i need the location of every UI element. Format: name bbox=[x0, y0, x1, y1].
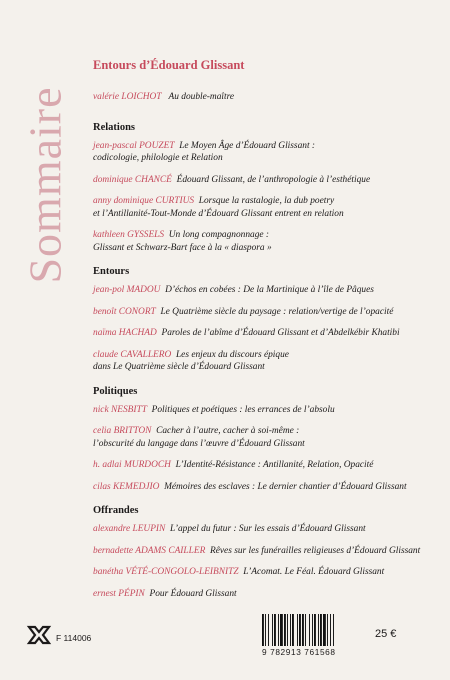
entry-title-continued: codicologie, philologie et Relation bbox=[93, 153, 223, 163]
entry-author: benoît CONORT bbox=[93, 306, 156, 317]
entry-title: D’échos en cobées : De la Martinique à l’île de Pâques bbox=[165, 285, 374, 295]
barcode-bar bbox=[323, 614, 326, 646]
entry-title-continued: et l’Antillanité-Tout-Monde d’Édouard Glissant entrent en relation bbox=[93, 208, 344, 219]
barcode-bar bbox=[274, 614, 276, 646]
entry-author: jean-pascal POUZET bbox=[93, 140, 175, 151]
list-item bbox=[93, 174, 438, 187]
entry-title-continued: l’obscurité du langage dans l’œuvre d’Édouard Glissant bbox=[93, 438, 305, 449]
list-item bbox=[93, 545, 438, 558]
section-heading: Offrandes bbox=[93, 505, 139, 516]
section-heading: Politiques bbox=[93, 385, 138, 397]
list-item bbox=[93, 284, 438, 297]
barcode-bar bbox=[292, 614, 294, 646]
entry-author: alexandre LEUPIN bbox=[93, 524, 166, 534]
entry-author: ernest PÉPIN bbox=[93, 588, 145, 599]
barcode-bar bbox=[302, 614, 304, 646]
sections-container bbox=[93, 122, 438, 601]
list-item bbox=[93, 195, 438, 220]
barcode-bar bbox=[272, 614, 273, 646]
barcode-bar bbox=[333, 614, 334, 646]
entry-author: cilas KEMEDJIO bbox=[93, 481, 160, 492]
barcode-bar bbox=[268, 614, 269, 646]
entry-title: Cacher à l’autre, cacher à soi-même : bbox=[156, 426, 300, 436]
list-item bbox=[93, 404, 438, 417]
entry-author: banétha VÉTÉ-CONGOLO-LEIBNITZ bbox=[93, 567, 239, 577]
entry-author: kathleen GYSSELS bbox=[93, 230, 165, 240]
barcode-bar bbox=[318, 614, 319, 646]
entry-author: bernadette ADAMS CAILLER bbox=[93, 545, 206, 556]
list-item bbox=[93, 523, 438, 536]
publisher-logo-icon bbox=[26, 622, 52, 648]
sidebar-title bbox=[20, 60, 70, 310]
entry-title: Paroles de l’abîme d’Édouard Glissant et d’Abdelkébir Khatibi bbox=[161, 328, 400, 338]
barcode-bar bbox=[305, 614, 306, 646]
entry-title: Pour Édouard Glissant bbox=[149, 588, 237, 599]
entry-title-continued: Glissant et Schwarz-Bart face à la « diaspora » bbox=[93, 242, 272, 253]
entry-author: anny dominique CURTIUS bbox=[93, 196, 195, 206]
entry-title: Mémoires des esclaves : Le dernier chantier d’Édouard Glissant bbox=[164, 481, 407, 492]
list-item bbox=[93, 481, 438, 494]
list-item bbox=[93, 349, 438, 374]
list-item bbox=[93, 327, 438, 340]
entry-author: naïma HACHAD bbox=[93, 328, 157, 338]
entry-title: Politiques et poétiques : les errances de l’absolu bbox=[151, 404, 335, 415]
entry-title: Au double-maître bbox=[168, 92, 235, 102]
barcode-bar bbox=[284, 614, 286, 646]
entry-title-continued: dans Le Quatrième siècle d’Édouard Glissant bbox=[93, 362, 265, 372]
barcode-bar bbox=[314, 614, 316, 646]
entry-title: Un long compagnonnage : bbox=[168, 230, 270, 240]
barcode-bar bbox=[280, 614, 283, 646]
entry-title: L’Acomat. Le Féal. Édouard Glissant bbox=[243, 567, 385, 577]
barcode-bar bbox=[312, 614, 313, 646]
entry-title: Les enjeux du discours épique bbox=[175, 349, 289, 360]
intro-entry bbox=[93, 91, 438, 104]
entry-author: jean-pol MADOU bbox=[93, 285, 161, 295]
barcode-icon bbox=[260, 614, 360, 646]
entry-title: Édouard Glissant, de l’anthropologie à l’esthétique bbox=[176, 174, 371, 185]
barcode-bar bbox=[299, 614, 301, 646]
entry-author: nick NESBITT bbox=[93, 404, 147, 415]
isbn-number: 9 782913 761568 bbox=[262, 647, 336, 657]
list-item bbox=[93, 425, 438, 450]
barcode-bar bbox=[262, 614, 264, 646]
entry-author: valérie LOICHOT bbox=[93, 92, 162, 102]
entry-title: Lorsque la rastalogie, la dub poetry bbox=[198, 196, 335, 206]
list-item bbox=[93, 566, 438, 579]
barcode-bar bbox=[287, 614, 288, 646]
barcode-bar bbox=[320, 614, 322, 646]
barcode-bar bbox=[290, 614, 291, 646]
entry-title: Rêves sur les funérailles religieuses d’Édouard Glissant bbox=[210, 545, 421, 556]
table-of-contents bbox=[93, 58, 438, 609]
price: 25 € bbox=[375, 628, 397, 640]
entry-author: dominique CHANCÉ bbox=[93, 174, 172, 185]
product-code: F 114006 bbox=[56, 633, 92, 643]
entry-title: Le Moyen Âge d’Édouard Glissant : bbox=[179, 140, 316, 151]
barcode-bar bbox=[309, 614, 310, 646]
section-heading: Relations bbox=[93, 121, 135, 133]
entry-title: L’Identité-Résistance : Antillanité, Relation, Opacité bbox=[175, 460, 374, 470]
entry-author: h. adlai MURDOCH bbox=[93, 460, 171, 470]
section-heading: Entours bbox=[93, 266, 130, 277]
barcode-bar bbox=[265, 614, 266, 646]
barcode-bar bbox=[278, 614, 279, 646]
sidebar-title-text: Sommaire bbox=[19, 86, 71, 284]
barcode-bar bbox=[327, 614, 328, 646]
list-item bbox=[93, 459, 438, 472]
entry-title: L’appel du futur : Sur les essais d’Édouard Glissant bbox=[169, 524, 366, 534]
entry-author: celia BRITTON bbox=[93, 426, 152, 436]
main-title: Entours d’Édouard Glissant bbox=[93, 58, 245, 72]
list-item bbox=[93, 229, 438, 254]
list-item bbox=[93, 588, 438, 601]
entry-title: Le Quatrième siècle du paysage : relation/vertige de l’opacité bbox=[160, 306, 394, 317]
list-item bbox=[93, 140, 438, 165]
entry-author: claude CAVALLERO bbox=[93, 349, 172, 360]
list-item bbox=[93, 306, 438, 319]
barcode-bar bbox=[297, 614, 298, 646]
barcode-bar bbox=[330, 614, 331, 646]
